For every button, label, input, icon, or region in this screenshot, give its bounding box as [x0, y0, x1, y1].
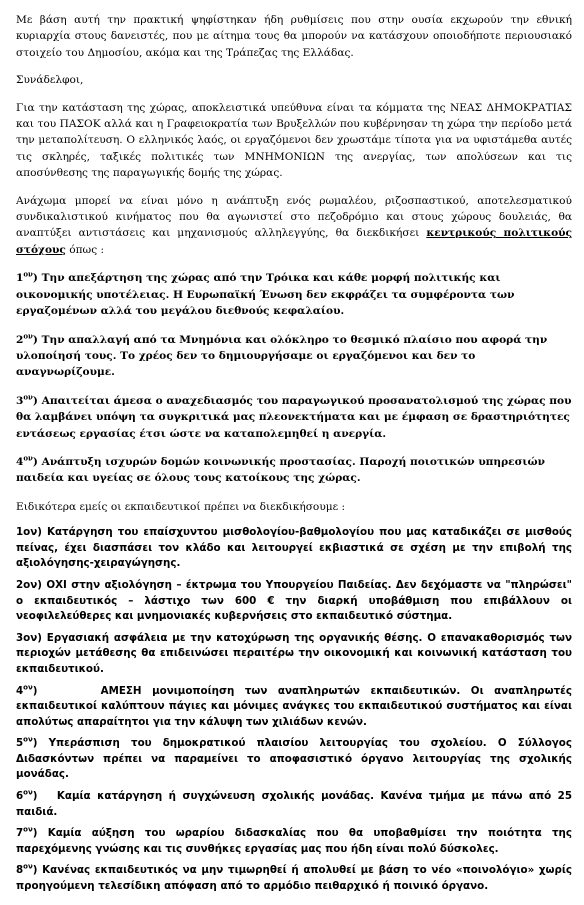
demand-ordinal: ον [23, 683, 33, 692]
teacher-demand-item [16, 788, 576, 820]
demand-text: ) Υπεράσπιση του δημοκρατικού πλαισίου λειτουργίας του σχολείου. Ο Σύλλογος Διδασκόντων πρέπει να παραμείνει το αποφασιστικό όργανο λειτουργίας της σχολικής μονάδας. [16, 737, 572, 781]
goal-text: ) Απαιτείται άμεσα ο αναχεδιασμός του παραγωγικού προσανατολισμού της χώρας που θα λαμβάνει υπόψη τα συγκριτικά μας πλεονεκτήματα και με έμφαση σε δραστηριότητες εντάσεως εργασίας έτσι ώστε να καταπολεμηθεί η ανεργία. [16, 394, 572, 440]
demand-number: 3ον [16, 631, 38, 644]
teacher-demand-item [16, 578, 572, 625]
goal-number: 4 [16, 455, 24, 468]
goal-ordinal: ον [23, 330, 33, 340]
general-goal-item [16, 393, 572, 442]
demand-number: 6 [16, 790, 24, 803]
demand-ordinal: ον [23, 788, 33, 797]
goal-text: ) Ανάπτυξη ισχυρών δομών κοινωνικής προστασίας. Παροχή ποιοτικών υπηρεσιών παιδεία και υγείας σε όλους τους κατοίκους της χώρας. [16, 455, 545, 485]
demand-number: 4 [16, 684, 24, 697]
goal-number: 2 [16, 333, 24, 346]
demand-text: ) Κανένας εκπαιδευτικός να μην τιμωρηθεί ή απολυθεί με βάση το νέο «ποινολόγιο» χωρίς προηγούμενη τελεσίδικη απόφαση από το αρμόδιο πειθαρχικό ή ποινικό όργανο. [16, 864, 572, 893]
paragraph-movement [16, 193, 572, 259]
teacher-demand-item [16, 631, 572, 678]
demand-number: 2ον [16, 578, 38, 591]
demand-number: 8 [16, 864, 24, 877]
demand-text: ) ΑΜΕΣΗ μονιμοποίηση των αναπληρωτών εκπαιδευτικών. Οι αναπληρωτές εκπαιδευτικοί καλύπτουν πάγιες και μόνιμες ανάγκες του εκπαιδευτικού συστήματος και είναι απολύτως απαραίτητοι για την κάλυψη των χιλιάδων κενών. [16, 684, 576, 728]
demand-text: ) Κατάργηση του επαίσχυντου μισθολογίου-βαθμολογίου που μας καταδικάζει σε μισθούς πείνας, έχει διασπάσει τον κλάδο και λειτουργεί εκβιαστικά σε σχέση με την επιβολή της αξιολόγησης-χειραγώγησης. [16, 526, 572, 570]
teachers-intro: Ειδικότερα εμείς οι εκπαιδευτικοί πρέπει να διεκδικήσουμε : [16, 500, 346, 513]
demand-ordinal: ον [23, 863, 33, 872]
greeting: Συνάδελφοι, [16, 74, 84, 87]
goal-ordinal: ον [23, 453, 33, 463]
goal-ordinal: ον [23, 269, 33, 279]
paragraph-sovereignty: Με βάση αυτή την πρακτική ψηφίστηκαν ήδη ρυθμίσεις που στην ουσία εκχωρούν την εθνική κυριαρχία στους δανειστές, που με αίτημα τους θα μπορούν να κατάσχουν οποιοδήποτε περιουσιακό στοιχείο του Δημοσίου, ακόμα και της Τράπεζας της Ελλάδας. [16, 14, 572, 59]
demand-ordinal: ον [23, 735, 33, 744]
demand-number: 5 [16, 737, 24, 750]
demand-text: ) Καμία κατάργηση ή συγχώνευση σχολικής μονάδας. Κανένα τμήμα με πάνω από 25 παιδιά. [16, 790, 576, 818]
demand-number: 7 [16, 827, 24, 840]
demand-number: 1ον [16, 526, 38, 539]
goal-number: 1 [16, 272, 24, 285]
paragraph-movement-text: Ανάχωμα μπορεί να είναι μόνο η ανάπτυξη ενός ρωμαλέου, ριζοσπαστικού, αποτελεσματικού συνδικαλιστικού κινήματος που θα αγωνιστεί στο πεζοδρόμιο και στους χώρους δουλειάς, θα αναπτύξει αντιστάσεις και μηχανισμούς αλληλεγγύης, θα διεκδικήσει [16, 194, 572, 240]
general-goal-item [16, 270, 572, 319]
demand-ordinal: ον [23, 825, 33, 834]
teacher-demand-item [16, 736, 572, 783]
demand-text: ) ΟΧΙ στην αξιολόγηση – έκτρωμα του Υπουργείου Παιδείας. Δεν δεχόμαστε να "πληρώσει" ο εκπαιδευτικός – λάστιχο των 600 € την διαρκή υποβάθμιση που επιβάλλουν οι νεοφιλελεύθερες και μνημονιακές κυβερνήσεις στο εκπαιδευτικό σύστημα. [16, 578, 572, 623]
goal-ordinal: ον [23, 392, 33, 402]
teacher-demand-item [16, 826, 572, 857]
general-goal-item [16, 332, 572, 381]
general-goal-item [16, 454, 572, 487]
teacher-demand-item [16, 525, 572, 572]
teacher-demand-item [16, 683, 576, 731]
paragraph-responsibility: Για την κατάσταση της χώρας, αποκλειστικά υπεύθυνα είναι τα κόμματα της ΝΕΑΣ ΔΗΜΟΚΡΑΤΙΑΣ και του ΠΑΣΟΚ αλλά και η Γραφειοκρατία των Βρυξελλών που κυβέρνησαν τη χώρα την περίοδο μετά την μεταπολίτευση. Ο ελληνικός λαός, οι εργαζόμενοι δεν χρωστάμε τίποτα για να υφιστάμεθα αυτές τις σκληρές, ταξικές πολιτικές των ΜΝΗΜΟΝΙΩΝ της ανεργίας, των απολύσεων και τις αποσύνθεσης της παραγωγικής δομής της χώρας. [16, 101, 572, 180]
goal-number: 3 [16, 394, 24, 407]
central-goals-emphasis: κεντρικούς πολιτικούς στόχους [16, 227, 572, 256]
paragraph-movement-tail: όπως : [65, 243, 105, 256]
demand-text: ) Καμία αύξηση του ωραρίου διδασκαλίας που θα υποβαθμίσει την ποιότητα της παρεχόμενης γνώσης και τις συνθήκες εργασίας μας που ήδη είναι πολύ δύσκολες. [16, 827, 572, 855]
teacher-demand-item [16, 863, 572, 894]
demand-text: ) Εργασιακή ασφάλεια με την κατοχύρωση της οργανικής θέσης. Ο επανακαθορισμός των περιοχών μετάθεσης θα επιδεινώσει περαιτέρω την οικονομική και κοινωνική κατάσταση του εκπαιδευτικού. [16, 631, 572, 675]
goal-text: ) Την απεξάρτηση της χώρας από την Τρόικα και κάθε μορφή πολιτικής και οικονομικής υποτέλειας. Η Ευρωπαϊκή Ένωση δεν εκφράζει τα συμφέροντα των εργαζομένων αλλά του μεγάλου διεθνούς κεφαλαίου. [16, 272, 515, 318]
goal-text: ) Την απαλλαγή από τα Μνημόνια και ολόκληρο το θεσμικό πλαίσιο που αφορά την υλοποίησή τους. Το χρέος δεν το δημιουργήσαμε οι εργαζόμενοι και δεν το αναγνωρίζουμε. [16, 333, 548, 379]
